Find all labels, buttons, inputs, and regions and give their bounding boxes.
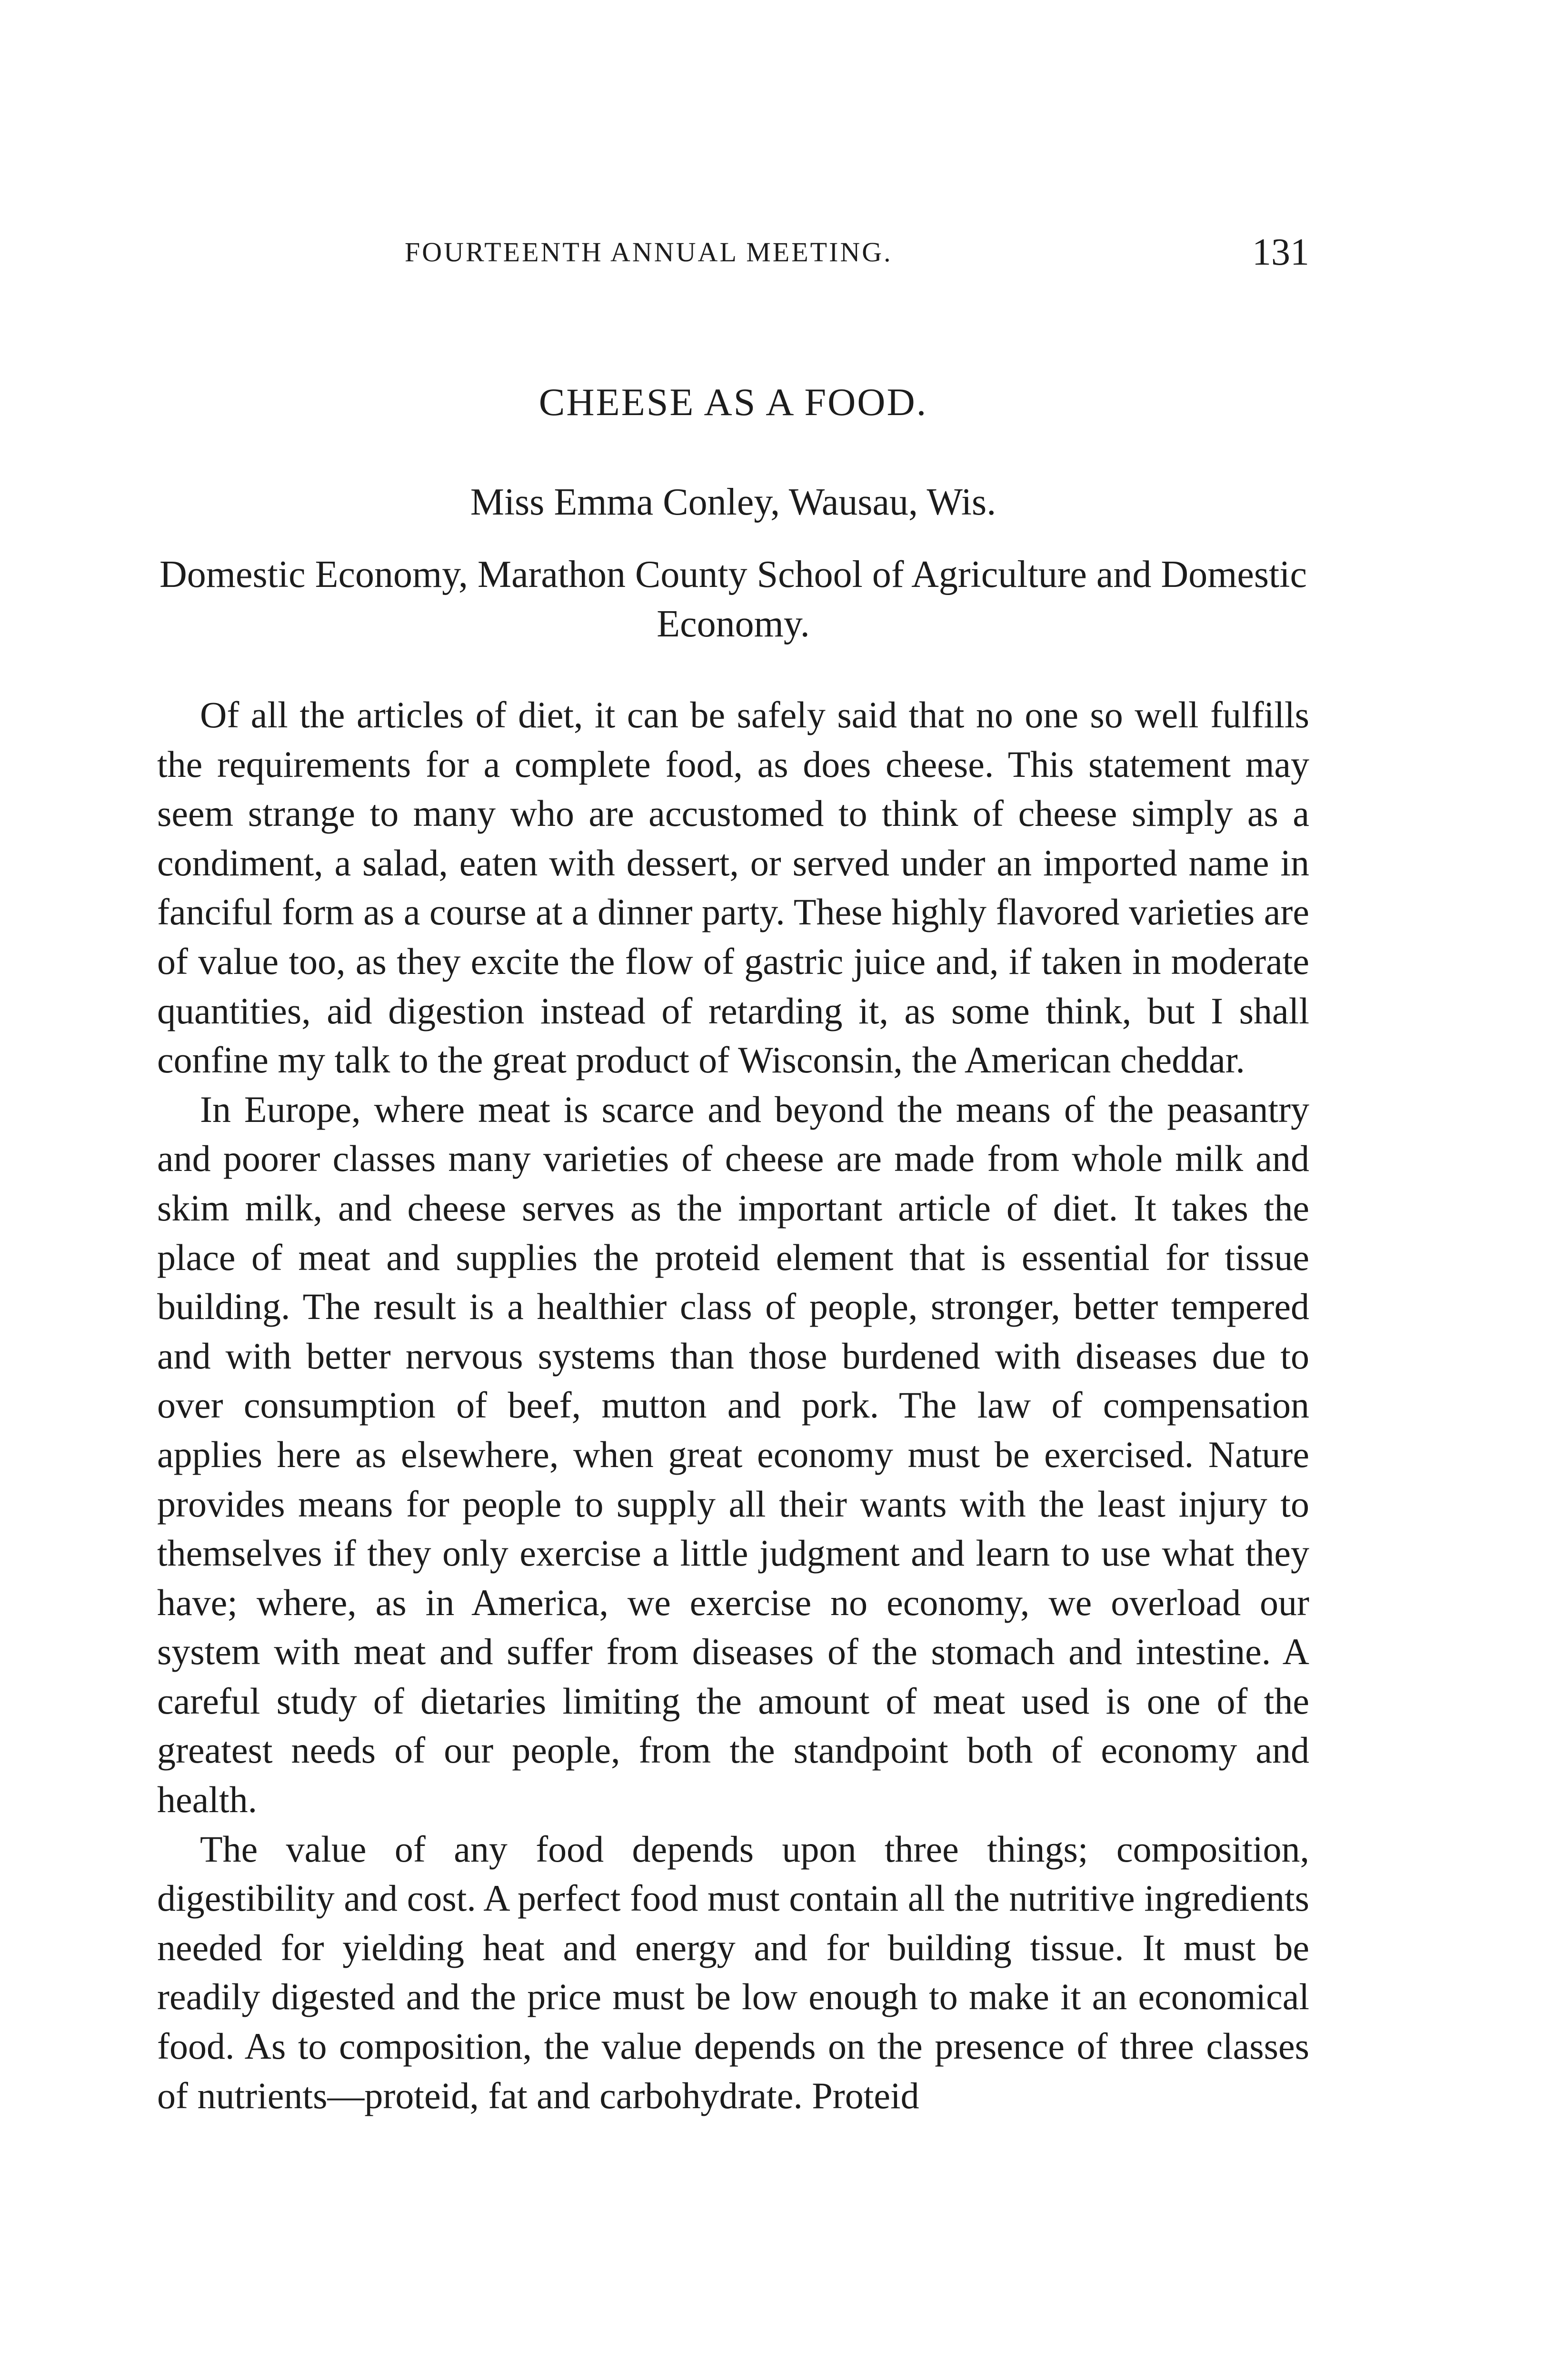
body-paragraph: Of all the articles of diet, it can be safely said that no one so well fulfills the requirements for a complete food, as does cheese. This statement may seem strange to many who are accustomed to think of cheese simply as a condiment, a salad, eaten with dessert, or served under an imported name in fanciful form as a course at a dinner party. These highly flavored varieties are of value too, as they excite the flow of gastric juice and, if taken in moderate quantities, aid digestion instead of retarding it, as some think, but I shall confine my talk to the great product of Wisconsin, the American cheddar. [157,694,1309,1081]
article-title: CHEESE AS A FOOD. [538,380,928,424]
body-paragraph: In Europe, where meat is scarce and beyond the means of the peasantry and poorer classes many varieties of cheese are made from whole milk and skim milk, and cheese serves as the important article of diet. It takes the place of meat and supplies the proteid element that is essential for tissue building. The result is a healthier class of people, stronger, better tempered and with better nervous systems than those burdened with diseases due to over consumption of beef, mutton and pork. The law of compensation applies here as elsewhere, when great economy must be exercised. Nature provides means for people to supply all their wants with the least injury to themselves if they only exercise a little judgment and learn to use what they have; where, as in America, we exercise no economy, we overload our system with meat and suffer from diseases of the stomach and intestine. A careful study of dietaries limiting the amount of meat used is one of the greatest needs of our people, from the standpoint both of economy and health. [157,1088,1309,1821]
page-number: 131 [1252,231,1309,273]
article-body [157,690,1309,2120]
running-title: FOURTEENTH ANNUAL MEETING. [405,237,893,268]
body-paragraph: The value of any food depends upon three things; composition, digestibility and cost. A perfect food must contain all the nutritive ingredients needed for yielding heat and energy and for building tissue. It must be readily digested and the price must be low enough to make it an economical food. As to composition, the value depends on the presence of three classes of nutrients—proteid, fat and carbohydrate. Proteid [157,1828,1309,2116]
author-line: Miss Emma Conley, Wausau, Wis. [470,481,996,523]
running-header [157,224,1309,281]
author-affiliation: Domestic Economy, Marathon County School of Agriculture and Domestic Economy. [159,554,1307,645]
